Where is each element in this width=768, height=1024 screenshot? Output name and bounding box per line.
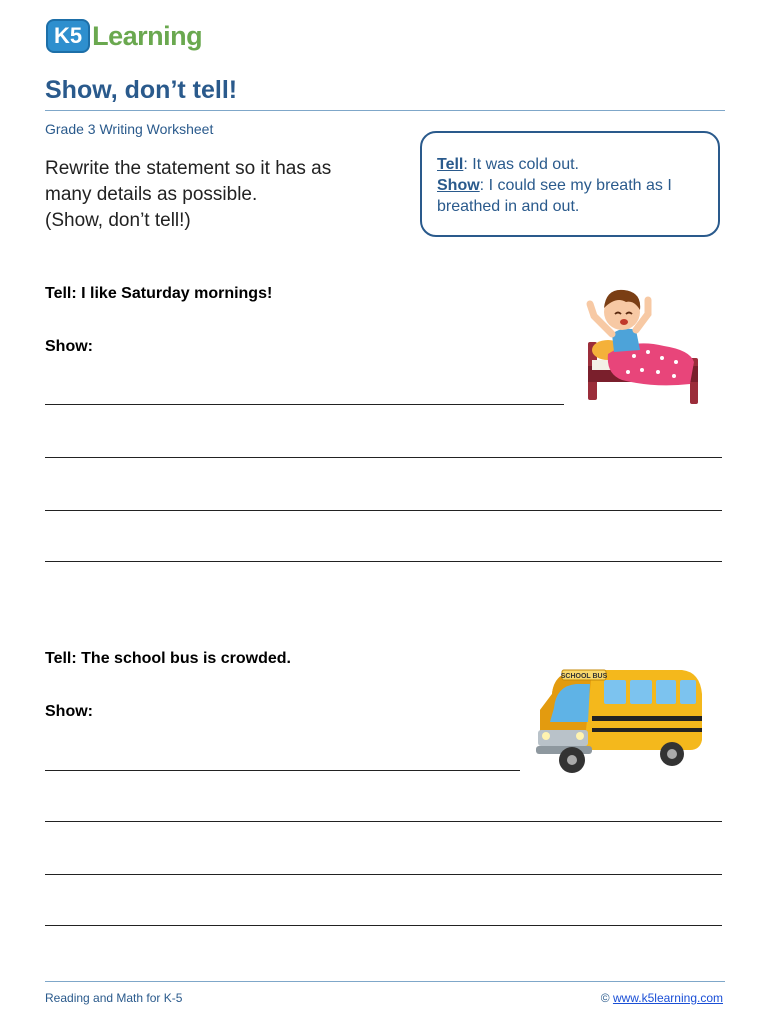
k5-learning-logo <box>46 16 202 56</box>
example-show <box>437 175 704 217</box>
question-2-show: Show: <box>45 703 93 720</box>
boy-waking-in-bed-icon <box>582 280 704 412</box>
copyright-symbol: © <box>600 991 610 1005</box>
footer-website-link[interactable]: www.k5learning.com <box>612 991 723 1005</box>
answer-line[interactable] <box>45 925 722 926</box>
answer-line[interactable] <box>45 404 564 405</box>
page-subtitle: Grade 3 Writing Worksheet <box>45 121 214 137</box>
answer-line[interactable] <box>45 457 722 458</box>
question-2-tell: Tell: The school bus is crowded. <box>45 650 291 667</box>
answer-line[interactable] <box>45 821 722 822</box>
example-tell <box>437 154 704 175</box>
answer-line[interactable] <box>45 770 520 771</box>
school-bus-icon <box>532 664 706 780</box>
answer-line[interactable] <box>45 874 722 875</box>
example-show-text: : I could see my breath as I breathed in and out. <box>437 177 672 215</box>
example-tell-label: Tell <box>437 156 464 173</box>
example-box <box>420 131 720 237</box>
instructions <box>45 156 405 234</box>
footer-tagline: Reading and Math for K-5 <box>45 991 183 1005</box>
answer-line[interactable] <box>45 561 722 562</box>
logo-learning-text: Learning <box>92 20 203 51</box>
instructions-line-1: Rewrite the statement so it has as <box>45 158 332 179</box>
example-tell-text: : It was cold out. <box>463 156 579 173</box>
question-1-tell: Tell: I like Saturday mornings! <box>45 285 273 302</box>
instructions-line-2: many details as possible. <box>45 184 258 205</box>
page-title: Show, don’t tell! <box>45 76 238 104</box>
logo-k5-badge: K5 <box>46 19 90 53</box>
footer-copyright <box>601 991 723 1005</box>
question-1-show: Show: <box>45 338 93 355</box>
instructions-line-3: (Show, don’t tell!) <box>45 210 191 231</box>
answer-line[interactable] <box>45 510 722 511</box>
header-divider <box>45 110 725 111</box>
footer-divider <box>45 981 725 982</box>
example-show-label: Show <box>437 177 480 194</box>
bus-sign-text: SCHOOL BUS <box>560 673 608 680</box>
